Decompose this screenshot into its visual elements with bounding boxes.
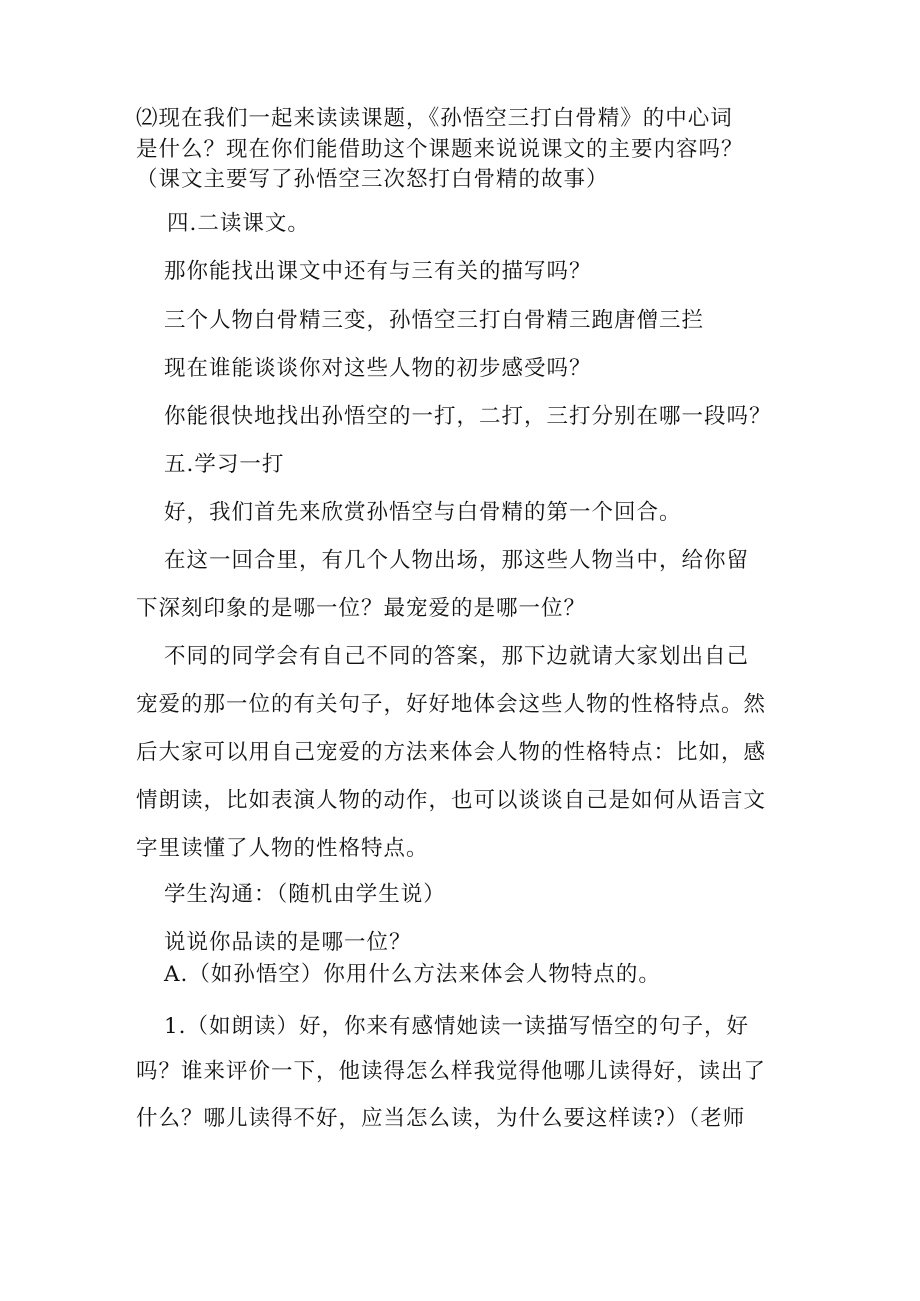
text-line-5: 那你能找出课文中还有与三有关的描写吗？ [164, 259, 592, 284]
text-line-10: 好，我们首先来欣赏孙悟空与白骨精的第一个回合。 [164, 500, 682, 525]
text-line-15: 后大家可以用自己宠爱的方法来体会人物的性格特点：比如，感 [136, 740, 767, 765]
text-line-20: A.（如孙悟空）你用什么方法来体会人物特点的。 [164, 962, 661, 987]
text-line-12: 下深刻印象的是哪一位？最宠爱的是哪一位？ [136, 596, 587, 621]
text-line-2: 是什么？现在你们能借助这个课题来说说课文的主要内容吗？ [136, 137, 744, 162]
text-line-18: 学生沟通：（随机由学生说） [164, 882, 446, 907]
text-line-6: 三个人物白骨精三变，孙悟空三打白骨精三跑唐僧三拦 [164, 308, 705, 333]
text-line-11: 在这一回合里，有几个人物出场，那这些人物当中，给你留 [164, 548, 750, 573]
text-line-22: 吗？谁来评价一下，他读得怎么样我觉得他哪儿读得好，读出了 [136, 1059, 767, 1084]
text-line-23: 什么？哪儿读得不好，应当怎么读，为什么要这样读?）（老师 [136, 1106, 746, 1131]
text-line-14: 宠爱的那一位的有关句子，好好地体会这些人物的性格特点。然 [136, 692, 767, 717]
text-line-1: ⑵现在我们一起来读读课题，《孙悟空三打白骨精》的中心词 [136, 106, 733, 131]
text-line-9: 五.学习一打 [164, 452, 285, 477]
text-line-13: 不同的同学会有自己不同的答案，那下边就请大家划出自己 [164, 644, 750, 669]
text-line-17: 字里读懂了人物的性格特点。 [136, 836, 429, 861]
text-line-4: 四.二读课文。 [167, 211, 310, 236]
text-line-8: 你能很快地找出孙悟空的一打，二打，三打分别在哪一段吗？ [164, 404, 772, 429]
text-line-19: 说说你品读的是哪一位？ [164, 930, 412, 955]
text-line-16: 情朗读，比如表演人物的动作，也可以谈谈自己是如何从语言文 [136, 788, 767, 813]
text-line-7: 现在谁能谈谈你对这些人物的初步感受吗？ [164, 356, 592, 381]
text-line-3: （课文主要写了孙悟空三次怒打白骨精的故事） [136, 167, 609, 192]
text-line-21: 1.（如朗读）好，你来有感情她读一读描写悟空的句子，好 [164, 1014, 750, 1039]
